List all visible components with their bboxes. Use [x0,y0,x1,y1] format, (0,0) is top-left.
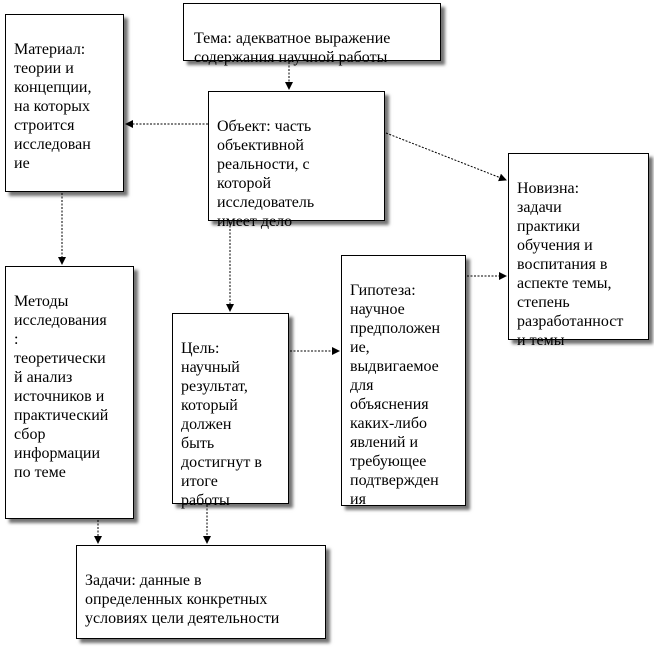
material-box [5,14,124,192]
topic-text: Тема: адекватное выражение содержания научной работы [194,30,391,66]
novelty-box [508,153,649,349]
object-box [208,91,385,230]
novelty-text: Новизна: задачи практики обучения и воспитания в аспекте темы, степень разработанност и темы [517,180,624,349]
goal-text: Цель: научный результат, который должен быть достигнут в итоге работы [181,340,262,509]
topic-box [183,3,441,66]
tasks-text: Задачи: данные в определенных конкретных условиях цели деятельности [85,572,280,627]
hypothesis-box [341,255,466,506]
methods-box [5,266,134,519]
material-text: Материал: теории и концепции, на которых строится исследован ие [14,41,92,172]
hypothesis-text: Гипотеза: научное предположен ие, выдвигаемое для объяснения каких-либо явлений и требующее подтвержден ия [350,282,441,508]
object-text: Объект: часть объективной реальности, с которой исследователь имеет дело [217,118,315,230]
tasks-box [76,545,326,639]
arrow-object-to-novelty [386,133,506,180]
goal-box [172,313,289,509]
methods-text: Методы исследования : теоретически й анализ источников и практический сбор информации по теме [14,293,109,481]
